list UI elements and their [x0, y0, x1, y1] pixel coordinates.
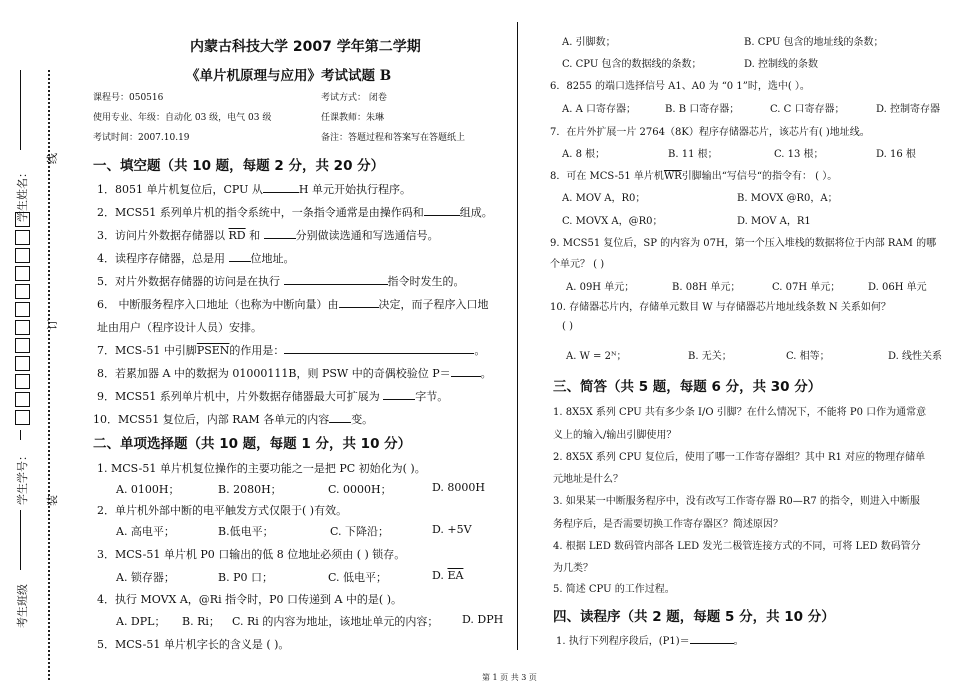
seal-mark-line: 线: [46, 153, 59, 164]
section4-heading: 四、读程序（共 2 题，每题 5 分，共 10 分）: [553, 609, 835, 625]
choice-q10-b[interactable]: B. 无关；: [688, 351, 732, 362]
short-q1: 1. 8X5X 系列 CPU 共有多少条 I/O 引脚？在什么情况下，不能将 P0 口作为通常意: [553, 407, 927, 418]
student-id-label: 学生学号：: [16, 450, 29, 505]
blank-7[interactable]: [284, 342, 474, 354]
choice-q6: 6．8255 的端口选择信号 A1、A0 为 “0 1”时，选中( ）。: [550, 81, 810, 92]
class-label: 考生班级: [16, 584, 29, 628]
choice-q1: 1. MCS-51 单片机复位操作的主要功能之一是把 PC 初始化为( )。: [97, 462, 426, 475]
student-id-boxes[interactable]: [15, 212, 30, 425]
section2-heading: 二、单项选择题（共 10 题，每题 1 分，共 10 分）: [93, 436, 412, 452]
choice-q2-d[interactable]: D. +5V: [432, 523, 472, 536]
fill-q3: 3．访问片外数据存储器以 $\overline{RD}$ 和 分别做读选通和写选通信号。: [97, 229, 439, 242]
choice-q5-c[interactable]: C. CPU 包含的数据线的条数；: [562, 59, 702, 70]
blank-9[interactable]: [383, 388, 415, 400]
blank-5[interactable]: [284, 273, 388, 285]
blank-6[interactable]: [339, 296, 379, 308]
choice-q10-cont: ( ): [562, 321, 573, 332]
teacher: 任课教师：朱琳: [321, 113, 385, 123]
short-q4: 4. 根据 LED 数码管内部各 LED 发光二极管连接方式的不同，可将 LED 数码管分: [553, 541, 921, 552]
choice-q7-b[interactable]: B. 11 根；: [668, 149, 718, 160]
choice-q4-d[interactable]: D. DPH: [462, 613, 504, 626]
choice-q7-d[interactable]: D. 16 根: [876, 149, 916, 160]
binding-margin: [0, 0, 60, 691]
choice-q5-b[interactable]: B. CPU 包含的地址线的条数；: [744, 37, 884, 48]
choice-q4-a[interactable]: A. DPL；: [116, 615, 166, 628]
choice-q10-d[interactable]: D. 线性关系: [888, 351, 943, 362]
majors: 使用专业、年级：自动化 03 级，电气 03 级: [93, 113, 272, 123]
blank-10[interactable]: [329, 411, 351, 423]
class-underline: [20, 510, 21, 570]
choice-q8-c[interactable]: C. MOVX A，@R0；: [562, 216, 663, 227]
seal-mark-order: 订: [46, 319, 59, 330]
section3-heading: 三、简答（共 5 题，每题 6 分，共 30 分）: [553, 379, 822, 395]
blank-4[interactable]: [229, 250, 251, 262]
choice-q8-a[interactable]: A. MOV A，R0；: [562, 193, 646, 204]
choice-q5: 5．MCS-51 单片机字长的含义是 ( )。: [97, 638, 290, 651]
column-divider: [517, 22, 518, 650]
blank-p1[interactable]: [690, 632, 734, 644]
choice-q3-c[interactable]: C. 低电平；: [328, 571, 388, 584]
choice-q6-c[interactable]: C. C 口寄存器；: [770, 104, 845, 115]
choice-q4-c[interactable]: C. Ri 的内容为地址，该地址单元的内容；: [232, 615, 439, 628]
choice-q1-c[interactable]: C. 0000H；: [328, 483, 392, 496]
choice-q10-c[interactable]: C. 相等；: [786, 351, 830, 362]
choice-q3-d[interactable]: D. $\overline{EA}$: [432, 569, 464, 582]
short-q4-cont: 为几类？: [553, 563, 593, 574]
student-name-label: 学生姓名：: [16, 167, 29, 222]
exam-mode: 考试方式： 闭卷: [321, 93, 387, 103]
page-footer: 第 1 页 共 3 页: [482, 673, 537, 682]
short-q2: 2. 8X5X 系列 CPU 复位后，使用了哪一工作寄存器组？其中 R1 对应的物理存储单: [553, 452, 926, 463]
choice-q8-d[interactable]: D. MOV A，R1: [737, 216, 811, 227]
fill-q5: 5．对片外数据存储器的访问是在执行 指令时发生的。: [97, 275, 465, 288]
fill-q1: 1．8051 单片机复位后，CPU 从 H 单元开始执行程序。: [97, 183, 411, 196]
choice-q10: 10. 存储器芯片内，存储单元数目 W 与存储器芯片地址线条数 N 关系如何？: [550, 302, 891, 313]
choice-q9-cont: 个单元？ ( ): [550, 259, 605, 270]
fill-q6: 6． 中断服务程序入口地址（也称为中断向量）由 决定，而子程序入口地: [97, 298, 489, 311]
short-q3: 3. 如果某一中断服务程序中，没有改写工作寄存器 R0—R7 的指令，则进入中断服: [553, 496, 920, 507]
choice-q9: 9. MCS51 复位后，SP 的内容为 07H，第一个压入堆栈的数据将位于内部 RAM 的哪: [550, 238, 937, 249]
choice-q3-a[interactable]: A. 锁存器；: [116, 571, 175, 584]
choice-q4-b[interactable]: B. Ri；: [182, 615, 220, 628]
choice-q6-d[interactable]: D. 控制寄存器: [876, 104, 941, 115]
fill-q10: 10．MCS51 复位后，内部 RAM 各单元的内容 变。: [93, 413, 374, 426]
program-q1: 1. 执行下列程序段后，(P1)＝ 。: [556, 632, 744, 647]
choice-q4: 4．执行 MOVX A，@Ri 指令时，P0 口传递到 A 中的是( )。: [97, 593, 403, 606]
choice-q6-a[interactable]: A. A 口寄存器；: [562, 104, 636, 115]
id-underline: [20, 430, 21, 440]
exam-time: 考试时间：2007.10.19: [93, 133, 190, 143]
short-q3-cont: 务程序后，是否需要切换工作寄存器区？简述原因？: [553, 519, 783, 530]
choice-q9-b[interactable]: B. 08H 单元；: [672, 282, 741, 293]
choice-q5-d[interactable]: D. 控制线的条数: [744, 59, 819, 70]
university-title: 内蒙古科技大学 2007 学年第二学期: [190, 39, 421, 55]
blank-8[interactable]: [451, 365, 481, 377]
choice-q7: 7．在片外扩展一片 2764（8K）程序存储器芯片，该芯片有( )地址线。: [550, 127, 870, 138]
choice-q1-b[interactable]: B. 2080H；: [218, 483, 282, 496]
choice-q6-b[interactable]: B. B 口寄存器；: [665, 104, 740, 115]
choice-q9-c[interactable]: C. 07H 单元；: [772, 282, 841, 293]
choice-q7-c[interactable]: C. 13 根；: [774, 149, 824, 160]
blank-3[interactable]: [264, 227, 296, 239]
short-q5: 5. 简述 CPU 的工作过程。: [553, 584, 675, 595]
fill-q6-cont: 址由用户（程序设计人员）安排。: [97, 321, 262, 334]
choice-q1-d[interactable]: D. 8000H: [432, 481, 486, 494]
fill-q2: 2．MCS51 系列单片机的指令系统中，一条指令通常是由操作码和 组成。: [97, 206, 493, 219]
short-q2-cont: 元地址是什么？: [553, 474, 623, 485]
exam-title: 《单片机原理与应用》考试试题 B: [186, 68, 392, 84]
choice-q5-a[interactable]: A. 引脚数；: [562, 37, 616, 48]
choice-q9-a[interactable]: A. 09H 单元；: [566, 282, 635, 293]
choice-q9-d[interactable]: D. 06H 单元: [868, 282, 927, 293]
blank-1[interactable]: [263, 181, 299, 193]
choice-q1-a[interactable]: A. 0100H；: [116, 483, 180, 496]
choice-q2: 2．单片机外部中断的电平触发方式仅限于( )有效。: [97, 504, 348, 517]
name-underline: [20, 70, 21, 150]
choice-q3: 3．MCS-51 单片机 P0 口输出的低 8 位地址必须由 ( ) 锁存。: [97, 548, 406, 561]
choice-q3-b[interactable]: B. P0 口；: [218, 571, 273, 584]
exam-note: 备注：答题过程和答案写在答题纸上: [321, 133, 466, 143]
choice-q2-c[interactable]: C. 下降沿；: [330, 525, 390, 538]
choice-q8: 8．可在 MCS-51 单片机$\overline{WR}$引脚输出“写信号“的指令有： ( ）。: [550, 171, 838, 182]
fill-q4: 4．读程序存储器，总是用 位地址。: [97, 252, 295, 265]
short-q1-cont: 义上的输入/输出引脚使用？: [553, 430, 677, 441]
fill-q8: 8．若累加器 A 中的数据为 01000111B，则 PSW 中的奇偶校验位 P＝ 。: [97, 367, 492, 380]
choice-q2-a[interactable]: A. 高电平；: [116, 525, 175, 538]
fill-q7: 7．MCS-51 中引脚PSEN的作用是： 。: [97, 344, 486, 357]
choice-q8-b[interactable]: B. MOVX @R0，A；: [737, 193, 838, 204]
choice-q7-a[interactable]: A. 8 根；: [562, 149, 606, 160]
choice-q10-a[interactable]: A. W = 2ᴺ；: [566, 351, 627, 362]
fill-q9: 9．MCS51 系列单片机中，片外数据存储器最大可扩展为 字节。: [97, 390, 449, 403]
choice-q2-b[interactable]: B.低电平；: [218, 525, 274, 538]
section1-heading: 一、填空题（共 10 题，每题 2 分，共 20 分）: [93, 158, 385, 174]
blank-2[interactable]: [424, 204, 460, 216]
seal-mark-bind: 装: [46, 495, 59, 506]
course-number: 课程号：050516: [93, 93, 164, 103]
